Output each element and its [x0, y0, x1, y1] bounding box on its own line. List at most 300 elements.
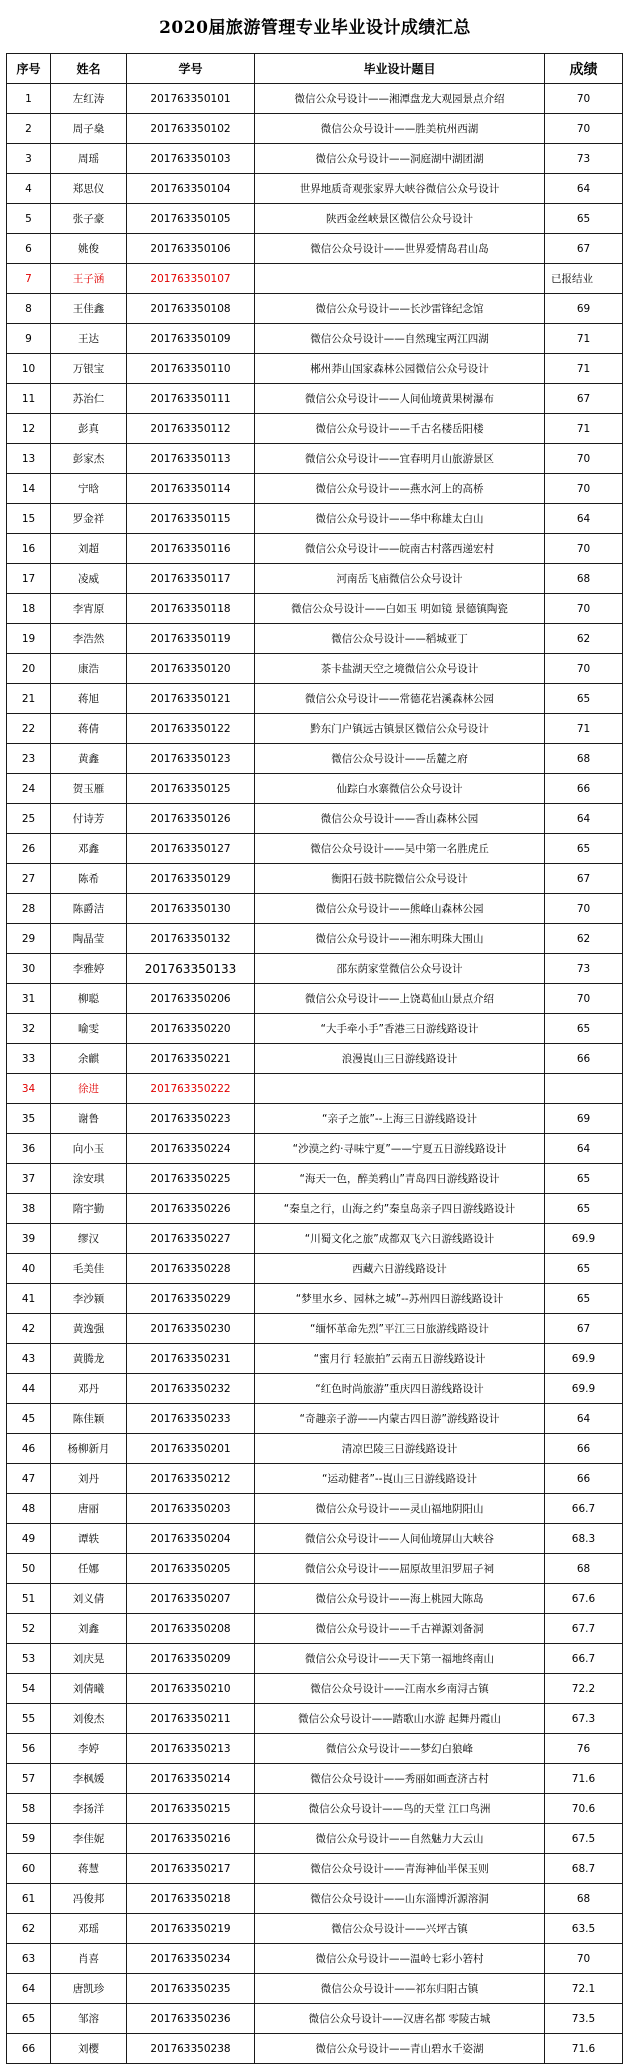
student-name: 陈爵洁: [51, 894, 127, 924]
score: 67.7: [545, 1614, 623, 1644]
row-number: 54: [7, 1674, 51, 1704]
table-header-row: [7, 54, 623, 84]
row-number: 15: [7, 504, 51, 534]
row-number: 40: [7, 1254, 51, 1284]
student-name: 周子燊: [51, 114, 127, 144]
score: 70: [545, 84, 623, 114]
student-id: 201763350227: [127, 1224, 255, 1254]
score: 76: [545, 1734, 623, 1764]
student-id: 201763350220: [127, 1014, 255, 1044]
header-student-id: 学号: [127, 54, 255, 84]
design-topic: 微信公众号设计——千古禅源刘备洞: [255, 1614, 545, 1644]
score: 69.9: [545, 1224, 623, 1254]
student-name: 杨柳新月: [51, 1434, 127, 1464]
design-topic: 微信公众号设计——汉唐名都 零陵古城: [255, 2004, 545, 2034]
row-number: 14: [7, 474, 51, 504]
table-row: [7, 1644, 623, 1674]
student-id: 201763350122: [127, 714, 255, 744]
student-name: 郑思仪: [51, 174, 127, 204]
score: 73: [545, 144, 623, 174]
student-id: 201763350213: [127, 1734, 255, 1764]
page-title: 2020届旅游管理专业毕业设计成绩汇总: [159, 18, 471, 38]
student-name: 黄鑫: [51, 744, 127, 774]
student-id: 201763350104: [127, 174, 255, 204]
student-name: 邓瑶: [51, 1914, 127, 1944]
table-row: [7, 1674, 623, 1704]
student-name: 肖喜: [51, 1944, 127, 1974]
table-row: [7, 1404, 623, 1434]
score: [545, 1074, 623, 1104]
row-number: 58: [7, 1794, 51, 1824]
score: 66.7: [545, 1644, 623, 1674]
student-name: 蒋旭: [51, 684, 127, 714]
student-name: 刘庆晃: [51, 1644, 127, 1674]
student-name: 毛美佳: [51, 1254, 127, 1284]
score: 67: [545, 864, 623, 894]
score: 69: [545, 1104, 623, 1134]
student-id: 201763350110: [127, 354, 255, 384]
design-topic: 茶卡盐湖天空之境微信公众号设计: [255, 654, 545, 684]
row-number: 56: [7, 1734, 51, 1764]
student-id: 201763350233: [127, 1404, 255, 1434]
score: 71: [545, 714, 623, 744]
student-id: 201763350121: [127, 684, 255, 714]
table-row: [7, 1464, 623, 1494]
table-row: [7, 1254, 623, 1284]
student-name: 蒋慧: [51, 1854, 127, 1884]
design-topic: 微信公众号设计——人间仙境屏山大峡谷: [255, 1524, 545, 1554]
design-topic: 衡阳石鼓书院微信公众号设计: [255, 864, 545, 894]
student-id: 201763350127: [127, 834, 255, 864]
score: 69.9: [545, 1374, 623, 1404]
score: 70: [545, 594, 623, 624]
score: 67.5: [545, 1824, 623, 1854]
design-topic: “海天一色，醉美鸦山”青岛四日游线路设计: [255, 1164, 545, 1194]
student-name: 罗金祥: [51, 504, 127, 534]
student-id: 201763350119: [127, 624, 255, 654]
design-topic: 微信公众号设计——世界爱情岛君山岛: [255, 234, 545, 264]
table-row: [7, 894, 623, 924]
score: 68: [545, 1554, 623, 1584]
design-topic: 微信公众号设计——踏歌山水游 起舞丹霞山: [255, 1704, 545, 1734]
design-topic: “川蜀文化之旅”成都双飞六日游线路设计: [255, 1224, 545, 1254]
score: 68.3: [545, 1524, 623, 1554]
student-name: 李枫媛: [51, 1764, 127, 1794]
student-id: 201763350105: [127, 204, 255, 234]
table-row: [7, 534, 623, 564]
score: 70: [545, 114, 623, 144]
row-number: 30: [7, 954, 51, 984]
header-name: 姓名: [51, 54, 127, 84]
student-name: 缪汉: [51, 1224, 127, 1254]
score: 70.6: [545, 1794, 623, 1824]
student-name: 谭轶: [51, 1524, 127, 1554]
design-topic: “奇趣亲子游——内蒙古四日游”游线路设计: [255, 1404, 545, 1434]
table-row: [7, 324, 623, 354]
student-id: 201763350234: [127, 1944, 255, 1974]
table-row: [7, 1044, 623, 1074]
design-topic: 陕西金丝峡景区微信公众号设计: [255, 204, 545, 234]
table-row: [7, 1584, 623, 1614]
table-row: [7, 1374, 623, 1404]
student-id: 201763350231: [127, 1344, 255, 1374]
row-number: 7: [7, 264, 51, 294]
student-name: 李沙颍: [51, 1284, 127, 1314]
design-topic: 微信公众号设计——千古名楼岳阳楼: [255, 414, 545, 444]
student-id: 201763350106: [127, 234, 255, 264]
score: 71.6: [545, 2034, 623, 2064]
table-row: [7, 174, 623, 204]
student-name: 邓鑫: [51, 834, 127, 864]
design-topic: 微信公众号设计——灵山福地阴阳山: [255, 1494, 545, 1524]
row-number: 41: [7, 1284, 51, 1314]
design-topic: “大手牵小手”香港三日游线路设计: [255, 1014, 545, 1044]
student-name: 李扬洋: [51, 1794, 127, 1824]
score: 已报结业: [545, 264, 623, 294]
design-topic: 微信公众号设计——湘潭盘龙大观园景点介绍: [255, 84, 545, 114]
row-number: 24: [7, 774, 51, 804]
design-topic: “运动健者”--崀山三日游线路设计: [255, 1464, 545, 1494]
table-row: [7, 1134, 623, 1164]
score: 65: [545, 1194, 623, 1224]
design-topic: 微信公众号设计——青海神仙半保玉则: [255, 1854, 545, 1884]
row-number: 27: [7, 864, 51, 894]
row-number: 51: [7, 1584, 51, 1614]
table-row: [7, 264, 623, 294]
student-id: 201763350116: [127, 534, 255, 564]
student-name: 李雅婷: [51, 954, 127, 984]
student-id: 201763350123: [127, 744, 255, 774]
design-topic: 微信公众号设计——秀丽如画查济古村: [255, 1764, 545, 1794]
table-row: [7, 744, 623, 774]
design-topic: 微信公众号设计——华中称雄太白山: [255, 504, 545, 534]
row-number: 49: [7, 1524, 51, 1554]
design-topic: 微信公众号设计——湘东明珠大围山: [255, 924, 545, 954]
row-number: 33: [7, 1044, 51, 1074]
design-topic: 微信公众号设计——青山碧水千姿湖: [255, 2034, 545, 2064]
student-name: 黄腾龙: [51, 1344, 127, 1374]
score: 70: [545, 444, 623, 474]
student-name: 王佳鑫: [51, 294, 127, 324]
design-topic: 微信公众号设计——自然瑰宝两江四湖: [255, 324, 545, 354]
score: 72.2: [545, 1674, 623, 1704]
student-id: 201763350215: [127, 1794, 255, 1824]
design-topic: 微信公众号设计——稻城亚丁: [255, 624, 545, 654]
student-name: 刘樱: [51, 2034, 127, 2064]
table-row: [7, 84, 623, 114]
table-row: [7, 1554, 623, 1584]
row-number: 20: [7, 654, 51, 684]
student-name: 任娜: [51, 1554, 127, 1584]
score: 65: [545, 204, 623, 234]
score: 67: [545, 384, 623, 414]
table-row: [7, 594, 623, 624]
row-number: 23: [7, 744, 51, 774]
student-name: 姚俊: [51, 234, 127, 264]
row-number: 31: [7, 984, 51, 1014]
student-name: 李浩然: [51, 624, 127, 654]
design-topic: 邵东荫家堂微信公众号设计: [255, 954, 545, 984]
table-row: [7, 1734, 623, 1764]
score: 71.6: [545, 1764, 623, 1794]
row-number: 32: [7, 1014, 51, 1044]
student-name: 柳聪: [51, 984, 127, 1014]
student-name: 邹溶: [51, 2004, 127, 2034]
design-topic: 微信公众号设计——江南水乡南浔古镇: [255, 1674, 545, 1704]
student-id: 201763350112: [127, 414, 255, 444]
design-topic: “蜜月行 轻旅拍”云南五日游线路设计: [255, 1344, 545, 1374]
table-row: [7, 624, 623, 654]
student-id: 201763350101: [127, 84, 255, 114]
row-number: 45: [7, 1404, 51, 1434]
student-name: 徐进: [51, 1074, 127, 1104]
table-row: [7, 504, 623, 534]
student-id: 201763350226: [127, 1194, 255, 1224]
row-number: 22: [7, 714, 51, 744]
student-name: 万银宝: [51, 354, 127, 384]
table-row: [7, 2034, 623, 2064]
student-id: 201763350108: [127, 294, 255, 324]
design-topic: 微信公众号设计——海上桃园大陈岛: [255, 1584, 545, 1614]
student-id: 201763350217: [127, 1854, 255, 1884]
student-id: 201763350223: [127, 1104, 255, 1134]
row-number: 43: [7, 1344, 51, 1374]
student-name: 左红涛: [51, 84, 127, 114]
student-name: 唐丽: [51, 1494, 127, 1524]
row-number: 11: [7, 384, 51, 414]
design-topic: “秦皇之行，山海之约”秦皇岛亲子四日游线路设计: [255, 1194, 545, 1224]
score: 70: [545, 894, 623, 924]
row-number: 61: [7, 1884, 51, 1914]
design-topic: 微信公众号设计——鸟的天堂 江口鸟洲: [255, 1794, 545, 1824]
design-topic: 微信公众号设计——熊峰山森林公园: [255, 894, 545, 924]
row-number: 62: [7, 1914, 51, 1944]
table-row: [7, 204, 623, 234]
student-name: 康浩: [51, 654, 127, 684]
student-id: 201763350206: [127, 984, 255, 1014]
header-no: 序号: [7, 54, 51, 84]
student-id: 201763350230: [127, 1314, 255, 1344]
table-row: [7, 714, 623, 744]
table-row: [7, 984, 623, 1014]
design-topic: 微信公众号设计——洞庭湖中湖团湖: [255, 144, 545, 174]
design-topic: “梦里水乡、园林之城”--苏州四日游线路设计: [255, 1284, 545, 1314]
row-number: 46: [7, 1434, 51, 1464]
row-number: 18: [7, 594, 51, 624]
student-id: 201763350126: [127, 804, 255, 834]
design-topic: 微信公众号设计——梦幻白狼峰: [255, 1734, 545, 1764]
table-row: [7, 1164, 623, 1194]
table-row: [7, 1824, 623, 1854]
student-name: 刘义倩: [51, 1584, 127, 1614]
grades-table: [6, 53, 623, 2064]
student-name: 刘俊杰: [51, 1704, 127, 1734]
row-number: 12: [7, 414, 51, 444]
student-name: 刘超: [51, 534, 127, 564]
student-name: 付诗芳: [51, 804, 127, 834]
student-name: 凌威: [51, 564, 127, 594]
score: 63.5: [545, 1914, 623, 1944]
score: 68: [545, 564, 623, 594]
score: 71: [545, 354, 623, 384]
student-name: 陶晶莹: [51, 924, 127, 954]
row-number: 16: [7, 534, 51, 564]
score: 64: [545, 1134, 623, 1164]
score: 64: [545, 804, 623, 834]
student-id: 201763350235: [127, 1974, 255, 2004]
score: 70: [545, 654, 623, 684]
student-name: 宁晗: [51, 474, 127, 504]
table-row: [7, 1284, 623, 1314]
score: 62: [545, 624, 623, 654]
row-number: 21: [7, 684, 51, 714]
student-id: 201763350205: [127, 1554, 255, 1584]
table-row: [7, 1494, 623, 1524]
design-topic: 微信公众号设计——天下第一福地终南山: [255, 1644, 545, 1674]
row-number: 2: [7, 114, 51, 144]
table-row: [7, 1704, 623, 1734]
table-row: [7, 234, 623, 264]
design-topic: 世界地质奇观张家界大峡谷微信公众号设计: [255, 174, 545, 204]
row-number: 50: [7, 1554, 51, 1584]
header-topic: 毕业设计题目: [255, 54, 545, 84]
table-row: [7, 684, 623, 714]
student-id: 201763350212: [127, 1464, 255, 1494]
row-number: 4: [7, 174, 51, 204]
table-row: [7, 1614, 623, 1644]
student-id: 201763350120: [127, 654, 255, 684]
design-topic: 浪漫崀山三日游线路设计: [255, 1044, 545, 1074]
design-topic: 微信公众号设计——自然魅力大云山: [255, 1824, 545, 1854]
student-id: 201763350209: [127, 1644, 255, 1674]
student-id: 201763350225: [127, 1164, 255, 1194]
score: 69: [545, 294, 623, 324]
design-topic: 清凉巴陵三日游线路设计: [255, 1434, 545, 1464]
table-row: [7, 1794, 623, 1824]
row-number: 38: [7, 1194, 51, 1224]
table-row: [7, 1914, 623, 1944]
score: 66: [545, 1434, 623, 1464]
score: 66: [545, 774, 623, 804]
score: 68: [545, 744, 623, 774]
student-id: 201763350236: [127, 2004, 255, 2034]
table-row: [7, 1974, 623, 2004]
design-topic: 微信公众号设计——兴坪古镇: [255, 1914, 545, 1944]
student-id: 201763350125: [127, 774, 255, 804]
row-number: 63: [7, 1944, 51, 1974]
student-id: 201763350114: [127, 474, 255, 504]
table-row: [7, 354, 623, 384]
score: 73: [545, 954, 623, 984]
score: 70: [545, 1944, 623, 1974]
student-name: 贺玉雁: [51, 774, 127, 804]
student-id: 201763350228: [127, 1254, 255, 1284]
student-id: 201763350115: [127, 504, 255, 534]
student-id: 201763350222: [127, 1074, 255, 1104]
student-id: 201763350109: [127, 324, 255, 354]
student-id: 201763350221: [127, 1044, 255, 1074]
score: 73.5: [545, 2004, 623, 2034]
row-number: 39: [7, 1224, 51, 1254]
row-number: 6: [7, 234, 51, 264]
student-name: 刘倩曦: [51, 1674, 127, 1704]
design-topic: 微信公众号设计——宜春明月山旅游景区: [255, 444, 545, 474]
row-number: 1: [7, 84, 51, 114]
student-id: 201763350204: [127, 1524, 255, 1554]
table-row: [7, 834, 623, 864]
row-number: 34: [7, 1074, 51, 1104]
score: 65: [545, 1284, 623, 1314]
table-row: [7, 414, 623, 444]
student-id: 201763350208: [127, 1614, 255, 1644]
student-name: 刘丹: [51, 1464, 127, 1494]
score: 65: [545, 1164, 623, 1194]
table-row: [7, 1224, 623, 1254]
score: 65: [545, 1254, 623, 1284]
table-row: [7, 1854, 623, 1884]
table-row: [7, 1764, 623, 1794]
student-id: 201763350113: [127, 444, 255, 474]
student-name: 陈佳颖: [51, 1404, 127, 1434]
score: 67: [545, 1314, 623, 1344]
student-name: 邓丹: [51, 1374, 127, 1404]
row-number: 9: [7, 324, 51, 354]
design-topic: 微信公众号设计——白如玉 明如镜 景德镇陶瓷: [255, 594, 545, 624]
score: 70: [545, 984, 623, 1014]
row-number: 13: [7, 444, 51, 474]
score: 68.7: [545, 1854, 623, 1884]
student-name: 王达: [51, 324, 127, 354]
row-number: 17: [7, 564, 51, 594]
row-number: 64: [7, 1974, 51, 2004]
score: 67.3: [545, 1704, 623, 1734]
design-topic: 微信公众号设计——长沙雷锋纪念馆: [255, 294, 545, 324]
student-name: 李佳妮: [51, 1824, 127, 1854]
score: 71: [545, 414, 623, 444]
design-topic: 微信公众号设计——温岭七彩小箬村: [255, 1944, 545, 1974]
student-id: 201763350117: [127, 564, 255, 594]
student-name: 王子涵: [51, 264, 127, 294]
table-row: [7, 1434, 623, 1464]
student-name: 谢鲁: [51, 1104, 127, 1134]
design-topic: “红色时尚旅游”重庆四日游线路设计: [255, 1374, 545, 1404]
score: 65: [545, 1014, 623, 1044]
student-name: 冯俊邦: [51, 1884, 127, 1914]
design-topic: 微信公众号设计——吴中第一名胜虎丘: [255, 834, 545, 864]
student-name: 涂安琪: [51, 1164, 127, 1194]
student-name: 苏治仁: [51, 384, 127, 414]
row-number: 19: [7, 624, 51, 654]
row-number: 28: [7, 894, 51, 924]
score: 62: [545, 924, 623, 954]
student-id: 201763350218: [127, 1884, 255, 1914]
student-name: 黄逸强: [51, 1314, 127, 1344]
design-topic: 微信公众号设计——山东淄博沂源溶洞: [255, 1884, 545, 1914]
table-body: [7, 84, 623, 2064]
design-topic: 微信公众号设计——上饶葛仙山景点介绍: [255, 984, 545, 1014]
student-name: 唐凯珍: [51, 1974, 127, 2004]
score: 64: [545, 504, 623, 534]
score: 72.1: [545, 1974, 623, 2004]
student-name: 刘鑫: [51, 1614, 127, 1644]
score: 66.7: [545, 1494, 623, 1524]
table-row: [7, 1944, 623, 1974]
student-name: 余麒: [51, 1044, 127, 1074]
score: 71: [545, 324, 623, 354]
student-id: 201763350201: [127, 1434, 255, 1464]
table-row: [7, 294, 623, 324]
row-number: 10: [7, 354, 51, 384]
